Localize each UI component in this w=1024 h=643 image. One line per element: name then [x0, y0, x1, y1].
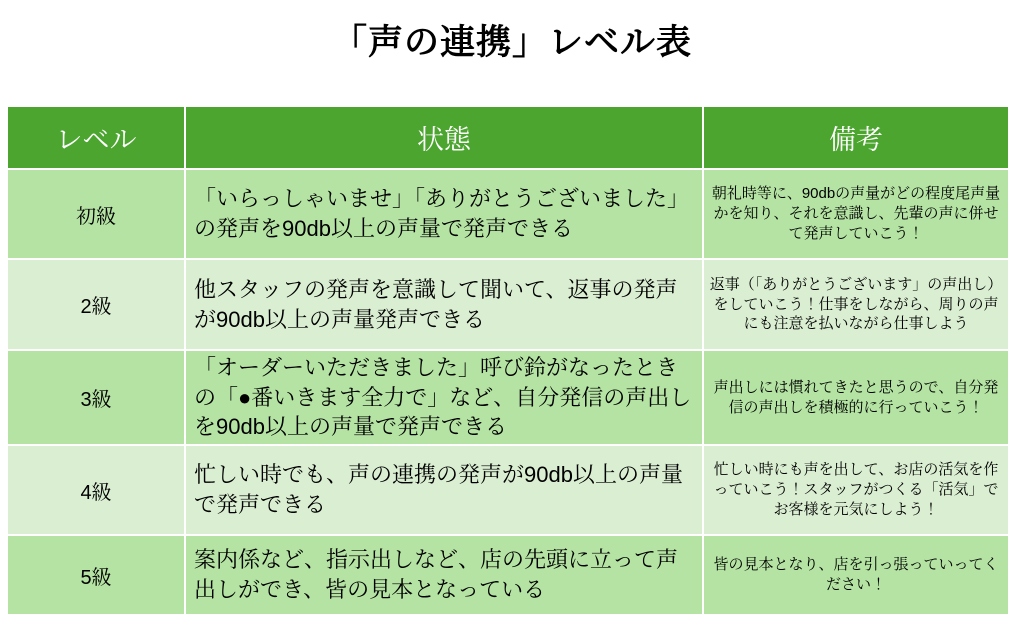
table-row — [8, 260, 1008, 351]
level-cell: 5級 — [8, 536, 186, 616]
level-cell: 3級 — [8, 351, 186, 446]
table-row — [8, 351, 1008, 446]
table-header-row — [8, 107, 1008, 170]
state-cell: 案内係など、指示出しなど、店の先頭に立って声出しができ、皆の見本となっている — [186, 536, 704, 616]
header-remarks: 備考 — [704, 107, 1008, 170]
remarks-cell: 声出しには慣れてきたと思うので、自分発信の声出しを積極的に行っていこう！ — [704, 351, 1008, 446]
state-cell: 他スタッフの発声を意識して聞いて、返事の発声が90db以上の声量発声できる — [186, 260, 704, 351]
level-cell: 初級 — [8, 170, 186, 260]
state-cell: 「オーダーいただきました」呼び鈴がなったときの「●番いきます全力で」など、自分発信の声出しを90db以上の声量で発声できる — [186, 351, 704, 446]
remarks-cell: 朝礼時等に、90dbの声量がどの程度尾声量かを知り、それを意識し、先輩の声に併せて発声していこう！ — [704, 170, 1008, 260]
table-row — [8, 536, 1008, 616]
remarks-cell: 忙しい時にも声を出して、お店の活気を作っていこう！スタッフがつくる「活気」でお客様を元気にしよう！ — [704, 446, 1008, 536]
table-row — [8, 446, 1008, 536]
header-state: 状態 — [186, 107, 704, 170]
remarks-cell: 皆の見本となり、店を引っ張っていってください！ — [704, 536, 1008, 616]
voice-level-table — [8, 107, 1008, 616]
header-level: レベル — [8, 107, 186, 170]
state-cell: 「いらっしゃいませ」「ありがとうございました」の発声を90db以上の声量で発声できる — [186, 170, 704, 260]
level-cell: 2級 — [8, 260, 186, 351]
level-cell: 4級 — [8, 446, 186, 536]
table-row — [8, 170, 1008, 260]
page-title: 「声の連携」レベル表 — [331, 23, 692, 62]
state-cell: 忙しい時でも、声の連携の発声が90db以上の声量で発声できる — [186, 446, 704, 536]
remarks-cell: 返事（「ありがとうございます」の声出し）をしていこう！仕事をしながら、周りの声にも注意を払いながら仕事しよう — [704, 260, 1008, 351]
